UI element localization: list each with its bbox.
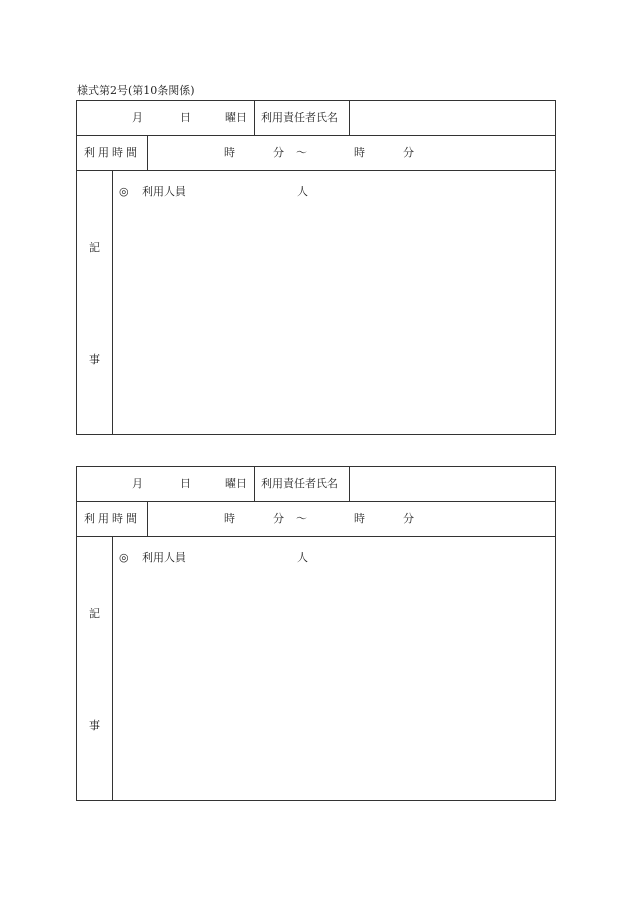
time-row [77,136,555,171]
start-minute-label: 分 [273,512,284,525]
users-count-label: 利用人員 [142,185,186,198]
range-tilde: ～ [296,146,307,159]
start-minute-label: 分 [273,146,284,159]
double-circle-mark: ◎ [119,185,129,198]
responsible-person-field[interactable] [350,101,555,135]
day-label: 日 [180,111,191,124]
time-row [77,502,555,537]
responsible-person-label: 利用責任者氏名 [261,111,338,124]
form-title: 様式第2号(第10条関係) [77,84,195,97]
divider [254,467,255,501]
notes-row [77,537,555,800]
end-minute-label: 分 [403,146,414,159]
month-label: 月 [132,477,143,490]
responsible-person-label: 利用責任者氏名 [261,477,338,490]
notes-label-ki: 記 [89,241,100,254]
usage-time-label: 利用時間 [84,512,140,525]
weekday-label: 曜日 [225,477,247,490]
day-label: 日 [180,477,191,490]
double-circle-mark: ◎ [119,551,129,564]
range-tilde: ～ [296,512,307,525]
users-unit-label: 人 [297,551,308,564]
date-row [77,101,555,136]
notes-field[interactable] [113,205,555,434]
users-count-label: 利用人員 [142,551,186,564]
month-label: 月 [132,111,143,124]
start-hour-label: 時 [224,512,235,525]
usage-record-form-1 [76,100,556,435]
notes-label-ki: 記 [89,607,100,620]
end-minute-label: 分 [403,512,414,525]
notes-row [77,171,555,434]
end-hour-label: 時 [354,146,365,159]
notes-label-ji: 事 [89,719,100,732]
start-hour-label: 時 [224,146,235,159]
users-unit-label: 人 [297,185,308,198]
notes-label-ji: 事 [89,353,100,366]
divider [147,136,148,170]
weekday-label: 曜日 [225,111,247,124]
usage-time-label: 利用時間 [84,146,140,159]
divider [147,502,148,536]
usage-record-form-2 [76,466,556,801]
notes-field[interactable] [113,571,555,800]
end-hour-label: 時 [354,512,365,525]
date-row [77,467,555,502]
divider [254,101,255,135]
responsible-person-field[interactable] [350,467,555,501]
